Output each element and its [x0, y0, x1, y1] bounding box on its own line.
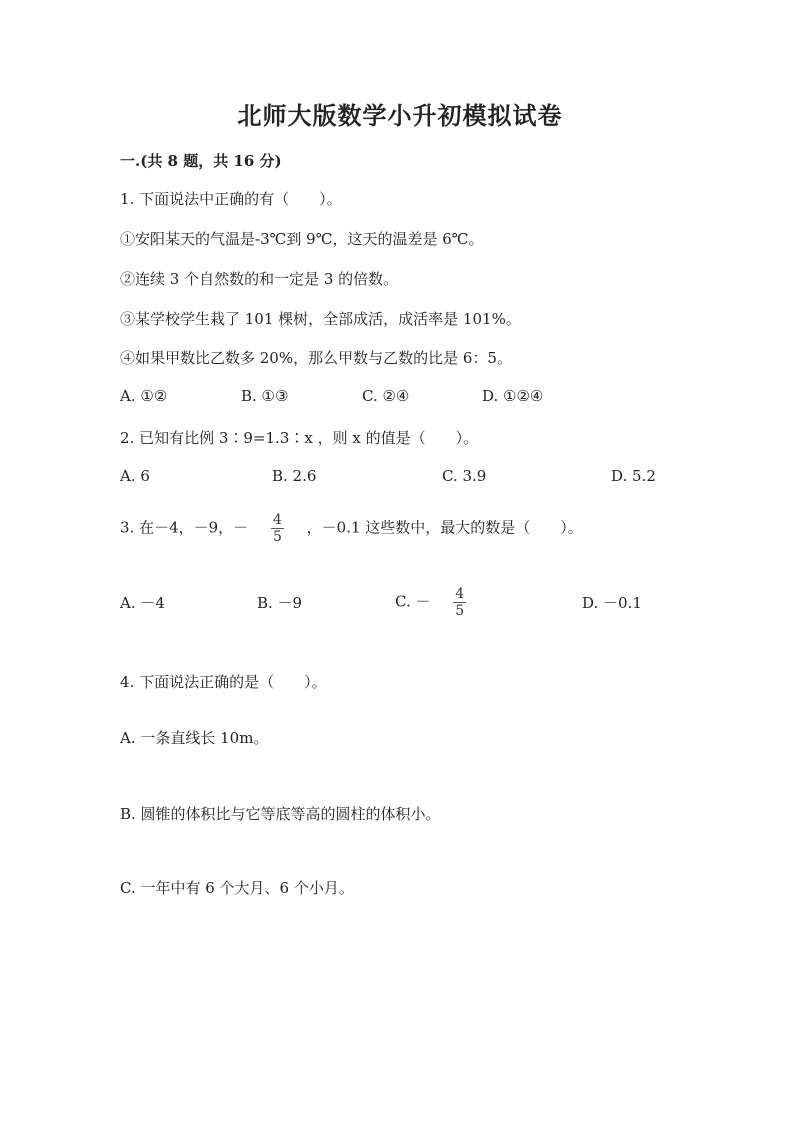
question-1-stem: 1. 下面说法中正确的有（ ）。: [120, 190, 342, 208]
question-1-option-a: A. ①②: [120, 387, 168, 405]
fraction-numerator: 4: [455, 586, 465, 602]
question-4-option-c: C. 一年中有 6 个大月、6 个小月。: [120, 879, 354, 897]
question-3-option-d: D. －0.1: [582, 594, 642, 612]
question-1-statement-4: ④如果甲数比乙数多 20%，那么甲数与乙数的比是 6：5。: [120, 349, 512, 367]
fraction-numerator: 4: [272, 512, 282, 528]
question-1-statement-1: ①安阳某天的气温是-3℃到 9℃，这天的温差是 6℃。: [120, 230, 484, 248]
question-1-option-d: D. ①②④: [482, 387, 544, 405]
fraction-denominator: 5: [455, 603, 465, 619]
fraction-denominator: 5: [272, 529, 282, 545]
question-2-option-a: A. 6: [120, 467, 150, 485]
question-4-option-a: A. 一条直线长 10m。: [120, 729, 269, 747]
question-1-option-c: C. ②④: [362, 387, 410, 405]
question-3-stem: [120, 512, 583, 545]
question-3-stem-prefix: 3. 在－4，－9，－: [120, 518, 249, 537]
question-2-option-d: D. 5.2: [611, 467, 656, 485]
question-2-option-c: C. 3.9: [442, 467, 487, 485]
question-1-statement-2: ②连续 3 个自然数的和一定是 3 的倍数。: [120, 270, 399, 288]
question-2-stem: 2. 已知有比例 3∶9=1.3∶x ，则 x 的值是（ ）。: [120, 429, 479, 447]
question-1-option-b: B. ①③: [241, 387, 289, 405]
question-2-option-b: B. 2.6: [272, 467, 317, 485]
question-3-option-a: A. －4: [120, 594, 165, 612]
question-3-option-c-fraction: [453, 586, 466, 619]
question-4-option-b: B. 圆锥的体积比与它等底等高的圆柱的体积小。: [120, 805, 441, 823]
question-3-stem-suffix: ，－0.1 这些数中，最大的数是（ ）。: [306, 518, 583, 537]
question-4-stem: 4. 下面说法正确的是（ ）。: [120, 673, 327, 691]
question-3-option-c-prefix: C. －: [395, 592, 431, 611]
section-heading: 一.(共 8 题，共 16 分): [120, 152, 282, 170]
question-3-fraction: [271, 512, 284, 545]
question-3-option-b: B. －9: [257, 594, 303, 612]
question-1-statement-3: ③某学校学生栽了 101 棵树，全部成活，成活率是 101%。: [120, 310, 521, 328]
question-3-option-c: [395, 586, 466, 619]
page-title: 北师大版数学小升初模拟试卷: [237, 101, 563, 130]
